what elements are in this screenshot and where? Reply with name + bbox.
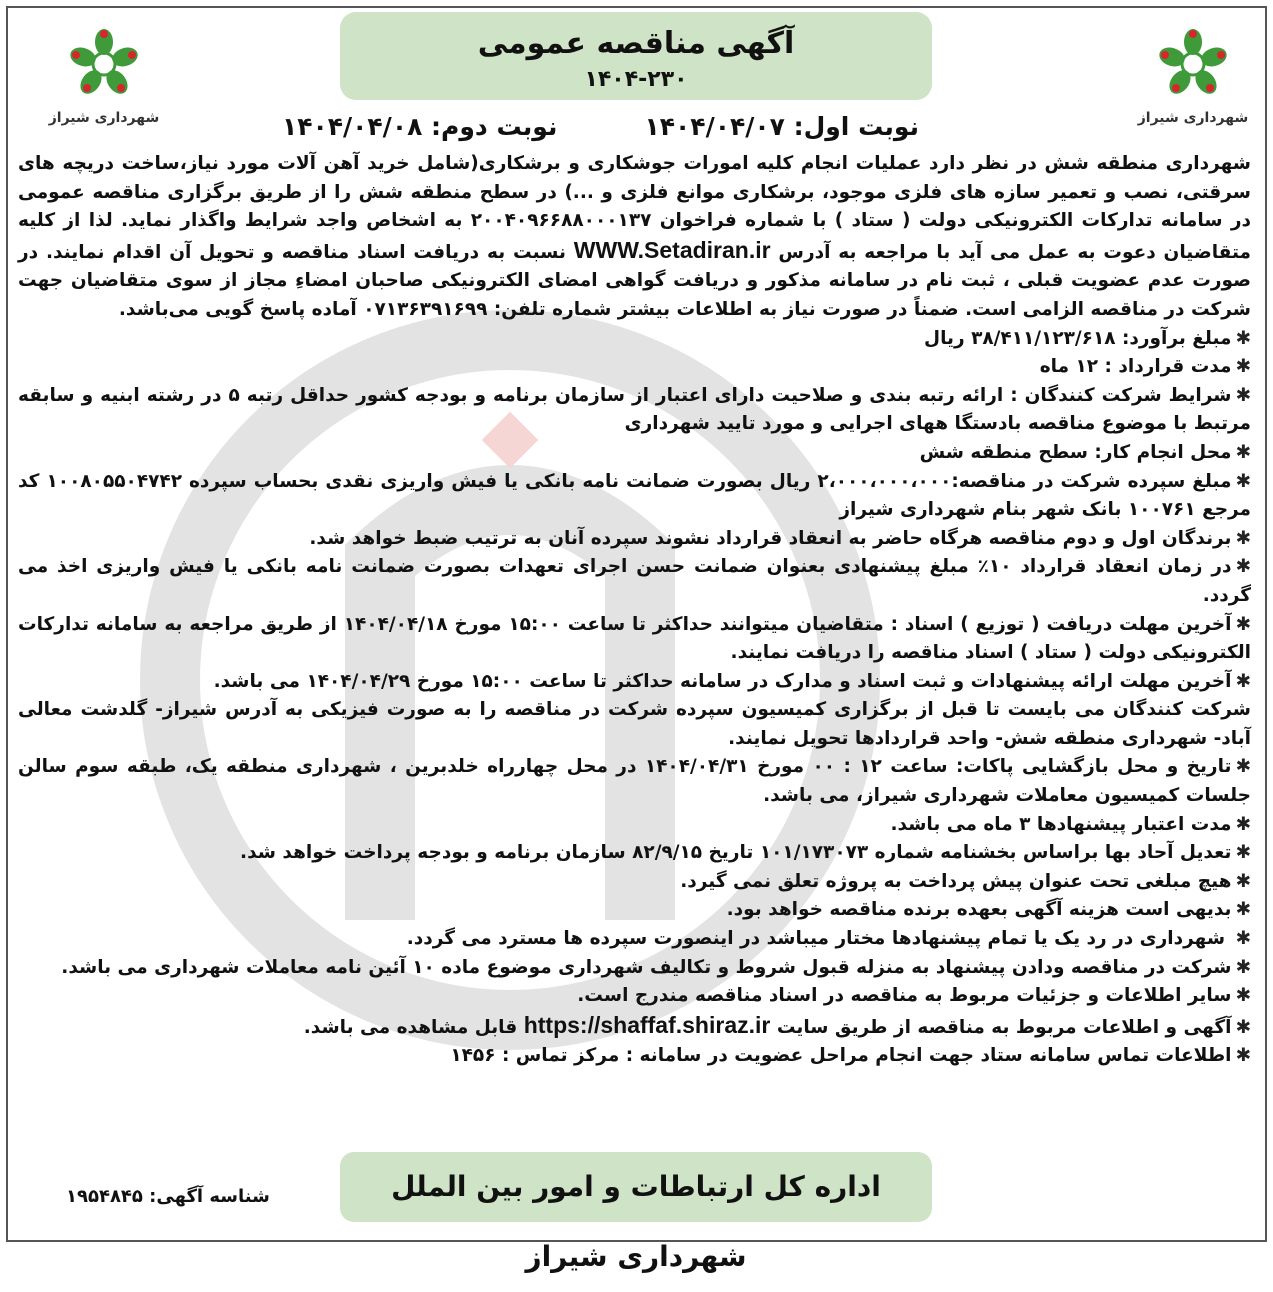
intro-paragraph: [18, 150, 1251, 325]
footer-banner: [340, 1152, 932, 1273]
title-banner: [340, 12, 932, 100]
bullet-icon: ✱: [1235, 899, 1251, 921]
list-item: ✱در زمان انعقاد قرارداد ۱۰٪ مبلغ پیشنهادی بعنوان ضمانت حسن اجرای تعهدات بصورت ضمانت نامه بانکی یا فیش واریزی اخذ می گردد.: [18, 556, 1251, 606]
organization-name: اداره کل ارتباطات و امور بین الملل شهرداری شیراز: [391, 1170, 881, 1273]
bullet-icon: ✱: [1235, 756, 1251, 778]
bullet-icon: ✱: [1235, 384, 1251, 406]
bullet-icon: ✱: [1235, 356, 1251, 378]
logo-caption: شهرداری شیراز: [1137, 110, 1249, 126]
second-publish-date: نوبت دوم: ۱۴۰۴/۰۴/۰۸: [282, 112, 558, 141]
list-item: ✱آگهی و اطلاعات مربوط به مناقصه از طریق سایت https://shaffaf.shiraz.ir قابل مشاهده می باشد.: [303, 1011, 1251, 1038]
list-item: ✱مدت قرارداد : ۱۲ ماه: [1039, 356, 1251, 378]
list-item: ✱محل انجام کار: سطح منطقه شش: [919, 441, 1251, 463]
bullet-icon: ✱: [1235, 985, 1251, 1007]
ad-id: شناسه آگهی: ۱۹۵۴۸۴۵: [66, 1186, 270, 1207]
bullet-icon: ✱: [1235, 613, 1251, 635]
list-item: ✱سایر اطلاعات و جزئیات مربوط به مناقصه در اسناد مناقصه مندرج است.: [577, 985, 1251, 1007]
bullet-icon: ✱: [1235, 327, 1251, 349]
bullet-icon: ✱: [1235, 813, 1251, 835]
first-publish-date: نوبت اول: ۱۴۰۴/۰۴/۰۷: [644, 112, 919, 141]
list-item: ✱مبلغ برآورد: ۳۸/۴۱۱/۱۲۳/۶۱۸ ریال: [924, 327, 1251, 349]
bullet-icon: ✱: [1235, 527, 1251, 549]
list-item: ✱آخرین مهلت دریافت ( توزیع ) اسناد : متقاضیان میتوانند حداکثر تا ساعت ۱۵:۰۰ مورخ ۱۴۰۴/۰۴/۱۸ از طریق مراجعه به سامانه تدارکات الکترونیکی دولت ( ستاد ) اسناد مناقصه را دریافت نمایند.: [18, 613, 1251, 664]
bullet-icon: ✱: [1235, 670, 1251, 692]
list-item: ✱آخرین مهلت ارائه پیشنهادات و ثبت اسناد و مدارک در سامانه حداکثر تا ساعت ۱۵:۰۰ مورخ ۱۴۰۴/۰۴/۲۹ می باشد.: [213, 670, 1251, 692]
list-item: ✱ شهرداری در رد یک یا تمام پیشنهادها مختار میباشد در اینصورت سپرده ها مسترد می گردد.: [406, 928, 1251, 950]
intro-text: شهرداری منطقه شش در نظر دارد عملیات انجام کلیه امورات جوشکاری و برشکاری(شامل خرید آهن آلات مورد نیاز،ساخت دریچه های سرقتی، نصب و تعمیر سازه های فلزی موجود، برشکاری موانع فلزی و ...) در سطح منطقه شش را از طریق برگزاری مناقصه عمومی در سامانه تدارکات الکترونیکی دولت ( ستاد ) با شماره فراخوان ۲۰۰۴۰۹۶۶۸۸۰۰۰۱۳۷ به اشخاص واجد شرایط واگذار نماید. لذا از کلیه متقاضیان دعوت به عمل می آید با مراجعه به آدرس: [18, 153, 1251, 263]
list-item: ✱تعدیل آحاد بها براساس بخشنامه شماره ۱۰۱/۱۷۳۰۷۳ تاریخ ۸۲/۹/۱۵ سازمان برنامه و بودجه پرداخت خواهد شد.: [240, 842, 1251, 864]
bullet-icon: ✱: [1235, 470, 1252, 492]
bullet-icon: ✱: [1235, 1016, 1251, 1038]
list-item: ✱بدیهی است هزینه آگهی بعهده برنده مناقصه خواهد بود.: [726, 899, 1251, 921]
list-item: ✱برندگان اول و دوم مناقصه هرگاه حاضر به انعقاد قرارداد نشوند سپرده آنان به ترتیب ضبط خواهد شد.: [309, 527, 1251, 549]
bullet-icon: ✱: [1235, 1045, 1251, 1067]
setadiran-link[interactable]: WWW.Setadiran.ir: [573, 236, 771, 263]
list-item: ✱شرایط شرکت کنندگان : ارائه رتبه بندی و صلاحیت دارای اعتبار از سازمان برنامه و بودجه کشور حداقل رتبه ۵ در رشته ابنیه و سابقه مرتبط با موضوع مناقصه بادستگا ههای اجرایی و مورد تایید شهرداری: [18, 384, 1251, 435]
intro-text-2: نسبت به دریافت اسناد مناقصه و تحویل آن اقدام نمایند. در صورت عدم عضویت قبلی ، ثبت نام در سامانه مذکور و دریافت گواهی امضای الکترونیکی صاحبان امضاءِ مجاز از سوی متقاضیان جهت شرکت در مناقصه الزامی است. ضمناً در صورت نیاز به اطلاعات بیشتر شماره تلفن: ۰۷۱۳۶۳۹۱۶۹۹ آماده پاسخ گویی می‌باشد.: [18, 241, 1251, 320]
shiraz-municipality-logo-left: [44, 28, 164, 128]
bullet-icon: ✱: [1235, 842, 1251, 864]
list-item: ✱مبلغ سپرده شرکت در مناقصه:۲،۰۰۰،۰۰۰،۰۰۰ ریال بصورت ضمانت نامه بانکی یا فیش واریزی نقدی بحساب سپرده ۱۰۰۸۰۵۵۰۴۷۴۲ کد مرجع ۱۰۰۷۶۱ بانک شهر بنام شهرداری شیراز: [18, 470, 1252, 521]
logo-caption: شهرداری شیراز: [48, 110, 160, 126]
bullet-icon: ✱: [1235, 556, 1251, 578]
list-item: ✱شرکت در مناقصه ودادن پیشنهاد به منزله قبول شروط و تکالیف شهرداری موضوع ماده ۱۰ آئین نامه معاملات شهرداری می باشد.: [61, 956, 1251, 978]
notice-number: ۱۴۰۴-۲۳۰: [584, 67, 688, 92]
bullet-icon: ✱: [1235, 870, 1251, 892]
notice-title: آگهی مناقصه عمومی: [477, 26, 795, 61]
list-item: ✱هیچ مبلغی تحت عنوان پیش پرداخت به پروژه تعلق نمی گیرد.: [680, 870, 1251, 892]
bullet-icon: ✱: [1235, 441, 1251, 463]
list-item: ✱اطلاعات تماس سامانه ستاد جهت انجام مراحل عضویت در سامانه : مرکز تماس : ۱۴۵۶: [450, 1045, 1251, 1067]
bullet-icon: ✱: [1235, 928, 1251, 950]
note-paragraph: شرکت کنندگان می بایست تا قبل از برگزاری کمیسیون سپرده شرکت در مناقصه را به صورت فیزیکی به آدرس شیراز- گلدشت معالی آباد- شهرداری منطقه شش- واحد قراردادها تحویل نمایند.: [18, 699, 1251, 749]
list-item: ✱تاریخ و محل بازگشایی پاکات: ساعت ۱۲ : ۰۰ مورخ ۱۴۰۴/۰۴/۳۱ در محل چهارراه خلدبرین ، شهرداری منطقه یک، طبقه سوم سالن جلسات کمیسیون معاملات شهرداری شیراز، می باشد.: [18, 756, 1251, 807]
shaffaf-link[interactable]: https://shaffaf.shiraz.ir: [523, 1011, 771, 1038]
bullet-icon: ✱: [1235, 956, 1251, 978]
notice-body: [18, 150, 1251, 1071]
shiraz-municipality-logo-right: [1133, 28, 1253, 128]
list-item: ✱مدت اعتبار پیشنهادها ۳ ماه می باشد.: [890, 813, 1251, 835]
